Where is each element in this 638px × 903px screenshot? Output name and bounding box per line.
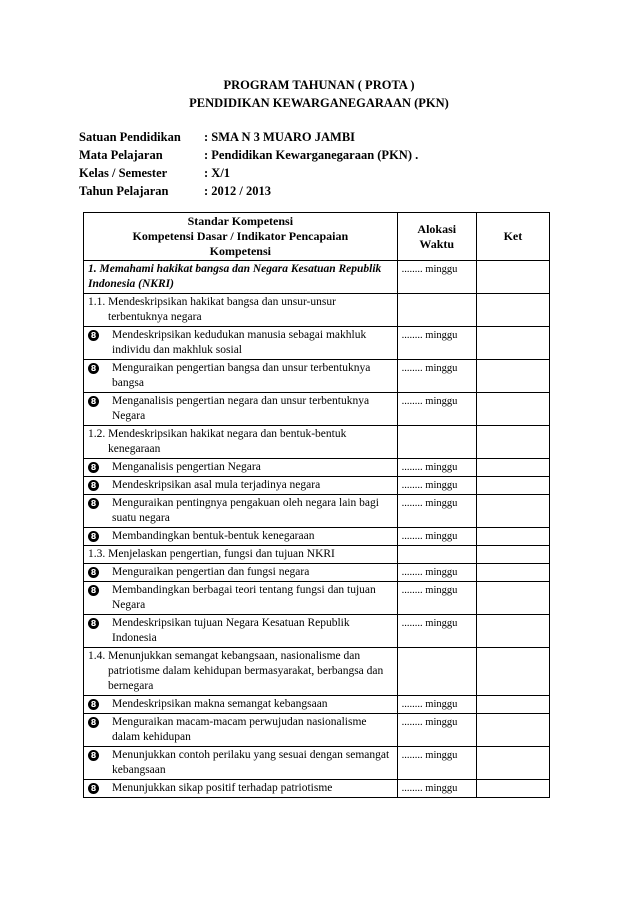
note-cell bbox=[476, 477, 549, 495]
table-header-row bbox=[84, 213, 550, 261]
time-allocation: ........ minggu bbox=[397, 477, 476, 495]
table-row bbox=[84, 528, 550, 546]
meta-row bbox=[79, 164, 418, 182]
note-cell bbox=[476, 714, 549, 747]
indicator-text: Menguraikan pentingnya pengakuan oleh negara lain bagi suatu negara bbox=[112, 497, 379, 524]
table-row bbox=[84, 294, 550, 327]
meta-value: : X/1 bbox=[204, 166, 231, 180]
standard-competency: 1. Memahami hakikat bangsa dan Negara Kesatuan Republik Indonesia (NKRI) bbox=[84, 261, 398, 294]
table-body bbox=[84, 261, 550, 798]
basic-competency-text: 1.2. Mendeskripsikan hakikat negara dan bentuk-bentuk kenegaraan bbox=[88, 428, 347, 455]
indicator-wrap bbox=[88, 328, 393, 358]
document-subtitle: PENDIDIKAN KEWARGANEGARAAN (PKN) bbox=[189, 96, 449, 110]
indicator bbox=[84, 528, 398, 546]
note-cell bbox=[476, 393, 549, 426]
bullet-icon bbox=[88, 496, 112, 526]
indicator-wrap bbox=[88, 697, 393, 712]
indicator bbox=[84, 615, 398, 648]
indicator bbox=[84, 495, 398, 528]
note-cell bbox=[476, 546, 549, 564]
table-row bbox=[84, 459, 550, 477]
header-competency bbox=[84, 213, 398, 261]
indicator-wrap bbox=[88, 781, 393, 796]
time-allocation: ........ minggu bbox=[397, 327, 476, 360]
numbered-circle-icon: 8 bbox=[88, 498, 99, 509]
note-cell bbox=[476, 495, 549, 528]
table-row bbox=[84, 582, 550, 615]
table-row bbox=[84, 546, 550, 564]
indicator-wrap bbox=[88, 715, 393, 745]
note-cell bbox=[476, 582, 549, 615]
indicator-wrap bbox=[88, 616, 393, 646]
meta-label: Tahun Pelajaran bbox=[79, 184, 169, 198]
basic-competency bbox=[84, 426, 398, 459]
table-row bbox=[84, 696, 550, 714]
table-row bbox=[84, 360, 550, 393]
note-cell bbox=[476, 261, 549, 294]
indicator bbox=[84, 582, 398, 615]
basic-competency-text: 1.4. Menunjukkan semangat kebangsaan, nasionalisme dan patriotisme dalam kehidupan bermasyarakat, berbangsa dan bernegara bbox=[88, 650, 384, 692]
indicator-text: Mendeskripsikan kedudukan manusia sebagai makhluk individu dan makhluk sosial bbox=[112, 329, 367, 356]
prota-table bbox=[83, 212, 550, 798]
indicator-text: Membandingkan bentuk-bentuk kenegaraan bbox=[112, 530, 315, 542]
table-row bbox=[84, 564, 550, 582]
basic-competency bbox=[84, 648, 398, 696]
header-line: Standar Kompetensi bbox=[187, 214, 294, 228]
note-cell bbox=[476, 528, 549, 546]
note-cell bbox=[476, 648, 549, 696]
note-cell bbox=[476, 294, 549, 327]
numbered-circle-icon: 8 bbox=[88, 567, 99, 578]
time-allocation: ........ minggu bbox=[397, 747, 476, 780]
indicator-text: Mendeskripsikan tujuan Negara Kesatuan Republik Indonesia bbox=[112, 617, 350, 644]
table-row bbox=[84, 477, 550, 495]
indicator-wrap bbox=[88, 748, 393, 778]
time-allocation bbox=[397, 546, 476, 564]
indicator-text: Membandingkan berbagai teori tentang fungsi dan tujuan Negara bbox=[112, 584, 376, 611]
note-cell bbox=[476, 459, 549, 477]
meta-info bbox=[79, 128, 418, 200]
time-allocation: ........ minggu bbox=[397, 696, 476, 714]
indicator-wrap bbox=[88, 394, 393, 424]
table-row bbox=[84, 615, 550, 648]
indicator-wrap bbox=[88, 361, 393, 391]
numbered-circle-icon: 8 bbox=[88, 396, 99, 407]
header-line: Kompetensi bbox=[209, 244, 271, 258]
table-row bbox=[84, 261, 550, 294]
time-allocation: ........ minggu bbox=[397, 528, 476, 546]
note-cell bbox=[476, 360, 549, 393]
meta-value: : SMA N 3 MUARO JAMBI bbox=[204, 130, 356, 144]
bullet-icon bbox=[88, 565, 112, 580]
meta-row bbox=[79, 128, 418, 146]
meta-row bbox=[79, 182, 418, 200]
table-row bbox=[84, 495, 550, 528]
basic-competency bbox=[84, 294, 398, 327]
time-allocation bbox=[397, 648, 476, 696]
indicator bbox=[84, 747, 398, 780]
bullet-icon bbox=[88, 361, 112, 391]
basic-competency bbox=[84, 546, 398, 564]
indicator-text: Menguraikan pengertian dan fungsi negara bbox=[112, 566, 310, 578]
header-time: Alokasi Waktu bbox=[397, 213, 476, 261]
time-allocation: ........ minggu bbox=[397, 360, 476, 393]
note-cell bbox=[476, 615, 549, 648]
table-row bbox=[84, 714, 550, 747]
indicator-text: Mendeskripsikan asal mula terjadinya negara bbox=[112, 479, 321, 491]
table-row bbox=[84, 747, 550, 780]
meta-row bbox=[79, 146, 418, 164]
meta-value: : 2012 / 2013 bbox=[204, 184, 272, 198]
indicator-wrap bbox=[88, 583, 393, 613]
bullet-icon bbox=[88, 460, 112, 475]
time-allocation: ........ minggu bbox=[397, 261, 476, 294]
note-cell bbox=[476, 564, 549, 582]
indicator bbox=[84, 696, 398, 714]
numbered-circle-icon: 8 bbox=[88, 585, 99, 596]
bullet-icon bbox=[88, 583, 112, 613]
indicator bbox=[84, 360, 398, 393]
indicator bbox=[84, 477, 398, 495]
meta-label: Satuan Pendidikan bbox=[79, 130, 181, 144]
indicator-text: Menunjukkan sikap positif terhadap patriotisme bbox=[112, 782, 333, 794]
bullet-icon bbox=[88, 529, 112, 544]
bullet-icon bbox=[88, 697, 112, 712]
bullet-icon bbox=[88, 748, 112, 778]
indicator-text: Menganalisis pengertian negara dan unsur terbentuknya Negara bbox=[112, 395, 370, 422]
numbered-circle-icon: 8 bbox=[88, 699, 99, 710]
indicator-text: Mendeskripsikan makna semangat kebangsaan bbox=[112, 698, 328, 710]
table-row bbox=[84, 648, 550, 696]
header-line: Kompetensi Dasar / Indikator Pencapaian bbox=[132, 229, 349, 243]
meta-label: Kelas / Semester bbox=[79, 166, 168, 180]
numbered-circle-icon: 8 bbox=[88, 717, 99, 728]
time-allocation: ........ minggu bbox=[397, 780, 476, 798]
numbered-circle-icon: 8 bbox=[88, 531, 99, 542]
indicator-text: Menguraikan macam-macam perwujudan nasionalisme dalam kehidupan bbox=[112, 716, 367, 743]
meta-value: : Pendidikan Kewarganegaraan (PKN) . bbox=[204, 148, 419, 162]
indicator-text: Menguraikan pengertian bangsa dan unsur terbentuknya bangsa bbox=[112, 362, 371, 389]
table-row bbox=[84, 327, 550, 360]
bullet-icon bbox=[88, 394, 112, 424]
time-allocation bbox=[397, 426, 476, 459]
indicator bbox=[84, 780, 398, 798]
bullet-icon bbox=[88, 781, 112, 796]
indicator bbox=[84, 564, 398, 582]
indicator-wrap bbox=[88, 460, 393, 475]
indicator-wrap bbox=[88, 529, 393, 544]
numbered-circle-icon: 8 bbox=[88, 363, 99, 374]
table-row bbox=[84, 780, 550, 798]
time-allocation: ........ minggu bbox=[397, 459, 476, 477]
numbered-circle-icon: 8 bbox=[88, 330, 99, 341]
bullet-icon bbox=[88, 715, 112, 745]
numbered-circle-icon: 8 bbox=[88, 480, 99, 491]
bullet-icon bbox=[88, 328, 112, 358]
time-allocation: ........ minggu bbox=[397, 582, 476, 615]
time-allocation: ........ minggu bbox=[397, 714, 476, 747]
time-allocation bbox=[397, 294, 476, 327]
indicator bbox=[84, 393, 398, 426]
indicator-wrap bbox=[88, 496, 393, 526]
basic-competency-text: 1.1. Mendeskripsikan hakikat bangsa dan unsur-unsur terbentuknya negara bbox=[88, 296, 336, 323]
numbered-circle-icon: 8 bbox=[88, 462, 99, 473]
indicator bbox=[84, 459, 398, 477]
numbered-circle-icon: 8 bbox=[88, 783, 99, 794]
note-cell bbox=[476, 696, 549, 714]
numbered-circle-icon: 8 bbox=[88, 750, 99, 761]
meta-label: Mata Pelajaran bbox=[79, 148, 163, 162]
indicator-wrap bbox=[88, 565, 393, 580]
numbered-circle-icon: 8 bbox=[88, 618, 99, 629]
basic-competency-text: 1.3. Menjelaskan pengertian, fungsi dan tujuan NKRI bbox=[88, 548, 335, 560]
note-cell bbox=[476, 747, 549, 780]
time-allocation: ........ minggu bbox=[397, 393, 476, 426]
table-row bbox=[84, 393, 550, 426]
note-cell bbox=[476, 327, 549, 360]
bullet-icon bbox=[88, 478, 112, 493]
note-cell bbox=[476, 780, 549, 798]
bullet-icon bbox=[88, 616, 112, 646]
indicator-text: Menganalisis pengertian Negara bbox=[112, 461, 261, 473]
document-title: PROGRAM TAHUNAN ( PROTA ) bbox=[223, 78, 415, 92]
indicator bbox=[84, 327, 398, 360]
indicator bbox=[84, 714, 398, 747]
time-allocation: ........ minggu bbox=[397, 564, 476, 582]
time-allocation: ........ minggu bbox=[397, 615, 476, 648]
time-allocation: ........ minggu bbox=[397, 495, 476, 528]
indicator-text: Menunjukkan contoh perilaku yang sesuai dengan semangat kebangsaan bbox=[112, 749, 390, 776]
table-row bbox=[84, 426, 550, 459]
note-cell bbox=[476, 426, 549, 459]
indicator-wrap bbox=[88, 478, 393, 493]
header-ket: Ket bbox=[476, 213, 549, 261]
